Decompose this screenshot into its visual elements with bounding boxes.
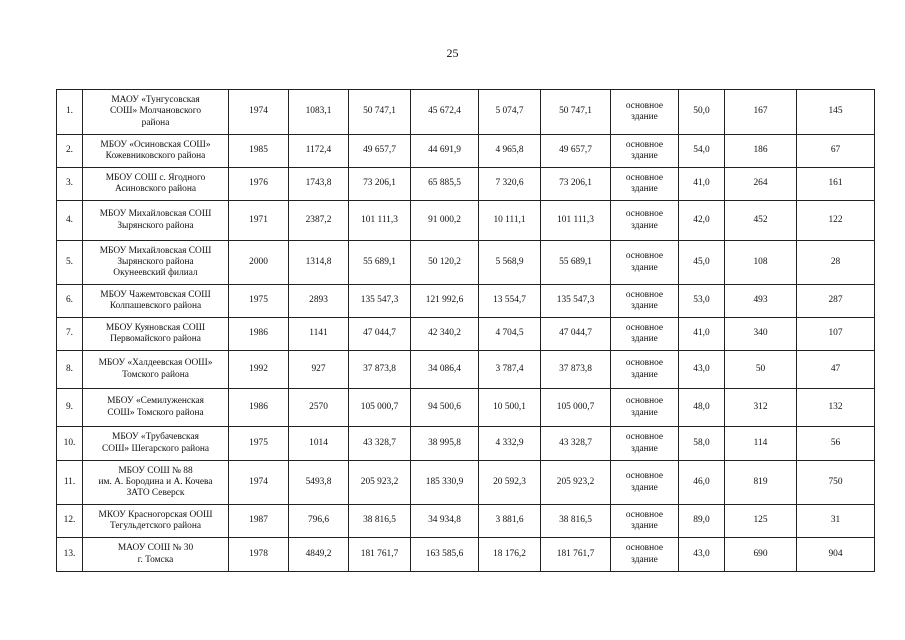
building-type-cell: основное здание xyxy=(611,285,679,318)
year-built-cell: 1986 xyxy=(229,389,289,427)
cost-sum-cell: 43 328,7 xyxy=(541,427,611,461)
capacity-cell: 186 xyxy=(725,135,797,168)
wear-percent-cell: 89,0 xyxy=(679,505,725,538)
wear-percent-cell: 50,0 xyxy=(679,90,725,135)
row-number-cell: 10. xyxy=(57,427,83,461)
area-cell: 1141 xyxy=(289,318,349,351)
wear-percent-cell: 58,0 xyxy=(679,427,725,461)
cost-regional-cell: 65 885,5 xyxy=(411,168,479,201)
table-row xyxy=(57,351,875,389)
building-type-cell: основное здание xyxy=(611,461,679,505)
year-built-cell: 1987 xyxy=(229,505,289,538)
cost-regional-cell: 163 585,6 xyxy=(411,538,479,572)
area-cell: 2893 xyxy=(289,285,349,318)
capacity-cell: 340 xyxy=(725,318,797,351)
students-count-cell: 145 xyxy=(797,90,875,135)
table-row xyxy=(57,318,875,351)
students-count-cell: 161 xyxy=(797,168,875,201)
cost-regional-cell: 44 691,9 xyxy=(411,135,479,168)
wear-percent-cell: 41,0 xyxy=(679,168,725,201)
cost-sum-cell: 49 657,7 xyxy=(541,135,611,168)
year-built-cell: 1976 xyxy=(229,168,289,201)
capacity-cell: 50 xyxy=(725,351,797,389)
cost-sum-cell: 50 747,1 xyxy=(541,90,611,135)
area-cell: 1743,8 xyxy=(289,168,349,201)
table-row xyxy=(57,135,875,168)
cost-regional-cell: 38 995,8 xyxy=(411,427,479,461)
building-type-cell: основное здание xyxy=(611,90,679,135)
cost-local-cell: 5 074,7 xyxy=(479,90,541,135)
cost-sum-cell: 205 923,2 xyxy=(541,461,611,505)
cost-sum-cell: 181 761,7 xyxy=(541,538,611,572)
row-number-cell: 2. xyxy=(57,135,83,168)
table-row xyxy=(57,427,875,461)
cost-regional-cell: 94 500,6 xyxy=(411,389,479,427)
capacity-cell: 493 xyxy=(725,285,797,318)
cost-total-cell: 43 328,7 xyxy=(349,427,411,461)
wear-percent-cell: 53,0 xyxy=(679,285,725,318)
cost-regional-cell: 50 120,2 xyxy=(411,241,479,285)
year-built-cell: 1975 xyxy=(229,427,289,461)
students-count-cell: 47 xyxy=(797,351,875,389)
students-count-cell: 56 xyxy=(797,427,875,461)
cost-local-cell: 3 881,6 xyxy=(479,505,541,538)
table-row xyxy=(57,461,875,505)
row-number-cell: 11. xyxy=(57,461,83,505)
building-type-cell: основное здание xyxy=(611,135,679,168)
building-type-cell: основное здание xyxy=(611,241,679,285)
table-row xyxy=(57,285,875,318)
students-count-cell: 67 xyxy=(797,135,875,168)
building-type-cell: основное здание xyxy=(611,168,679,201)
capacity-cell: 690 xyxy=(725,538,797,572)
building-type-cell: основное здание xyxy=(611,318,679,351)
students-count-cell: 750 xyxy=(797,461,875,505)
capacity-cell: 819 xyxy=(725,461,797,505)
cost-total-cell: 47 044,7 xyxy=(349,318,411,351)
cost-total-cell: 105 000,7 xyxy=(349,389,411,427)
cost-local-cell: 7 320,6 xyxy=(479,168,541,201)
students-count-cell: 122 xyxy=(797,201,875,241)
year-built-cell: 1978 xyxy=(229,538,289,572)
school-name-cell: МАОУ СОШ № 30 г. Томска xyxy=(83,538,229,572)
cost-regional-cell: 34 934,8 xyxy=(411,505,479,538)
cost-local-cell: 13 554,7 xyxy=(479,285,541,318)
row-number-cell: 5. xyxy=(57,241,83,285)
wear-percent-cell: 54,0 xyxy=(679,135,725,168)
students-count-cell: 287 xyxy=(797,285,875,318)
cost-sum-cell: 47 044,7 xyxy=(541,318,611,351)
wear-percent-cell: 42,0 xyxy=(679,201,725,241)
cost-sum-cell: 101 111,3 xyxy=(541,201,611,241)
school-name-cell: МБОУ Чажемтовская СОШ Колпашевского района xyxy=(83,285,229,318)
table-row xyxy=(57,241,875,285)
cost-local-cell: 3 787,4 xyxy=(479,351,541,389)
school-name-cell: МБОУ «Трубачевская СОШ» Шегарского района xyxy=(83,427,229,461)
school-name-cell: МБОУ СОШ с. Ягодного Асиновского района xyxy=(83,168,229,201)
cost-local-cell: 10 500,1 xyxy=(479,389,541,427)
table-row xyxy=(57,201,875,241)
year-built-cell: 1975 xyxy=(229,285,289,318)
row-number-cell: 1. xyxy=(57,90,83,135)
cost-local-cell: 4 332,9 xyxy=(479,427,541,461)
students-count-cell: 107 xyxy=(797,318,875,351)
wear-percent-cell: 45,0 xyxy=(679,241,725,285)
area-cell: 1314,8 xyxy=(289,241,349,285)
wear-percent-cell: 43,0 xyxy=(679,351,725,389)
cost-sum-cell: 105 000,7 xyxy=(541,389,611,427)
cost-total-cell: 38 816,5 xyxy=(349,505,411,538)
cost-total-cell: 205 923,2 xyxy=(349,461,411,505)
capacity-cell: 452 xyxy=(725,201,797,241)
cost-local-cell: 5 568,9 xyxy=(479,241,541,285)
table-row xyxy=(57,168,875,201)
building-type-cell: основное здание xyxy=(611,389,679,427)
table-row xyxy=(57,389,875,427)
cost-regional-cell: 91 000,2 xyxy=(411,201,479,241)
area-cell: 1172,4 xyxy=(289,135,349,168)
cost-total-cell: 49 657,7 xyxy=(349,135,411,168)
cost-sum-cell: 55 689,1 xyxy=(541,241,611,285)
capacity-cell: 125 xyxy=(725,505,797,538)
row-number-cell: 12. xyxy=(57,505,83,538)
cost-total-cell: 181 761,7 xyxy=(349,538,411,572)
cost-total-cell: 101 111,3 xyxy=(349,201,411,241)
schools-table xyxy=(56,89,875,572)
capacity-cell: 312 xyxy=(725,389,797,427)
year-built-cell: 1974 xyxy=(229,461,289,505)
students-count-cell: 28 xyxy=(797,241,875,285)
row-number-cell: 6. xyxy=(57,285,83,318)
area-cell: 1083,1 xyxy=(289,90,349,135)
building-type-cell: основное здание xyxy=(611,505,679,538)
area-cell: 5493,8 xyxy=(289,461,349,505)
cost-local-cell: 10 111,1 xyxy=(479,201,541,241)
year-built-cell: 1985 xyxy=(229,135,289,168)
cost-local-cell: 18 176,2 xyxy=(479,538,541,572)
row-number-cell: 9. xyxy=(57,389,83,427)
row-number-cell: 7. xyxy=(57,318,83,351)
table-row xyxy=(57,505,875,538)
cost-sum-cell: 135 547,3 xyxy=(541,285,611,318)
cost-total-cell: 37 873,8 xyxy=(349,351,411,389)
school-name-cell: МКОУ Красногорская ООШ Тегульдетского района xyxy=(83,505,229,538)
year-built-cell: 1974 xyxy=(229,90,289,135)
school-name-cell: МБОУ «Осиновская СОШ» Кожевниковского района xyxy=(83,135,229,168)
year-built-cell: 1986 xyxy=(229,318,289,351)
area-cell: 796,6 xyxy=(289,505,349,538)
cost-total-cell: 135 547,3 xyxy=(349,285,411,318)
area-cell: 1014 xyxy=(289,427,349,461)
table-row xyxy=(57,90,875,135)
area-cell: 2570 xyxy=(289,389,349,427)
wear-percent-cell: 46,0 xyxy=(679,461,725,505)
students-count-cell: 132 xyxy=(797,389,875,427)
capacity-cell: 264 xyxy=(725,168,797,201)
wear-percent-cell: 43,0 xyxy=(679,538,725,572)
table-row xyxy=(57,538,875,572)
school-name-cell: МБОУ «Халдеевская ООШ» Томского района xyxy=(83,351,229,389)
year-built-cell: 1971 xyxy=(229,201,289,241)
year-built-cell: 1992 xyxy=(229,351,289,389)
school-name-cell: МБОУ Куяновская СОШ Первомайского района xyxy=(83,318,229,351)
cost-regional-cell: 45 672,4 xyxy=(411,90,479,135)
cost-sum-cell: 37 873,8 xyxy=(541,351,611,389)
capacity-cell: 114 xyxy=(725,427,797,461)
row-number-cell: 8. xyxy=(57,351,83,389)
building-type-cell: основное здание xyxy=(611,351,679,389)
cost-local-cell: 20 592,3 xyxy=(479,461,541,505)
cost-regional-cell: 34 086,4 xyxy=(411,351,479,389)
school-name-cell: МАОУ «Тунгусовская СОШ» Молчановского района xyxy=(83,90,229,135)
cost-total-cell: 50 747,1 xyxy=(349,90,411,135)
row-number-cell: 4. xyxy=(57,201,83,241)
cost-sum-cell: 73 206,1 xyxy=(541,168,611,201)
cost-regional-cell: 42 340,2 xyxy=(411,318,479,351)
cost-total-cell: 73 206,1 xyxy=(349,168,411,201)
building-type-cell: основное здание xyxy=(611,538,679,572)
area-cell: 927 xyxy=(289,351,349,389)
cost-local-cell: 4 704,5 xyxy=(479,318,541,351)
year-built-cell: 2000 xyxy=(229,241,289,285)
building-type-cell: основное здание xyxy=(611,427,679,461)
cost-local-cell: 4 965,8 xyxy=(479,135,541,168)
students-count-cell: 904 xyxy=(797,538,875,572)
school-name-cell: МБОУ Михайловская СОШ Зырянского района Окунеевский филиал xyxy=(83,241,229,285)
area-cell: 4849,2 xyxy=(289,538,349,572)
cost-regional-cell: 121 992,6 xyxy=(411,285,479,318)
students-count-cell: 31 xyxy=(797,505,875,538)
wear-percent-cell: 41,0 xyxy=(679,318,725,351)
school-name-cell: МБОУ СОШ № 88 им. А. Бородина и А. Кочева ЗАТО Северск xyxy=(83,461,229,505)
cost-regional-cell: 185 330,9 xyxy=(411,461,479,505)
area-cell: 2387,2 xyxy=(289,201,349,241)
capacity-cell: 167 xyxy=(725,90,797,135)
school-name-cell: МБОУ «Семилуженская СОШ» Томского района xyxy=(83,389,229,427)
building-type-cell: основное здание xyxy=(611,201,679,241)
row-number-cell: 13. xyxy=(57,538,83,572)
capacity-cell: 108 xyxy=(725,241,797,285)
row-number-cell: 3. xyxy=(57,168,83,201)
school-name-cell: МБОУ Михайловская СОШ Зырянского района xyxy=(83,201,229,241)
page-number: 25 xyxy=(446,46,459,60)
cost-total-cell: 55 689,1 xyxy=(349,241,411,285)
cost-sum-cell: 38 816,5 xyxy=(541,505,611,538)
wear-percent-cell: 48,0 xyxy=(679,389,725,427)
